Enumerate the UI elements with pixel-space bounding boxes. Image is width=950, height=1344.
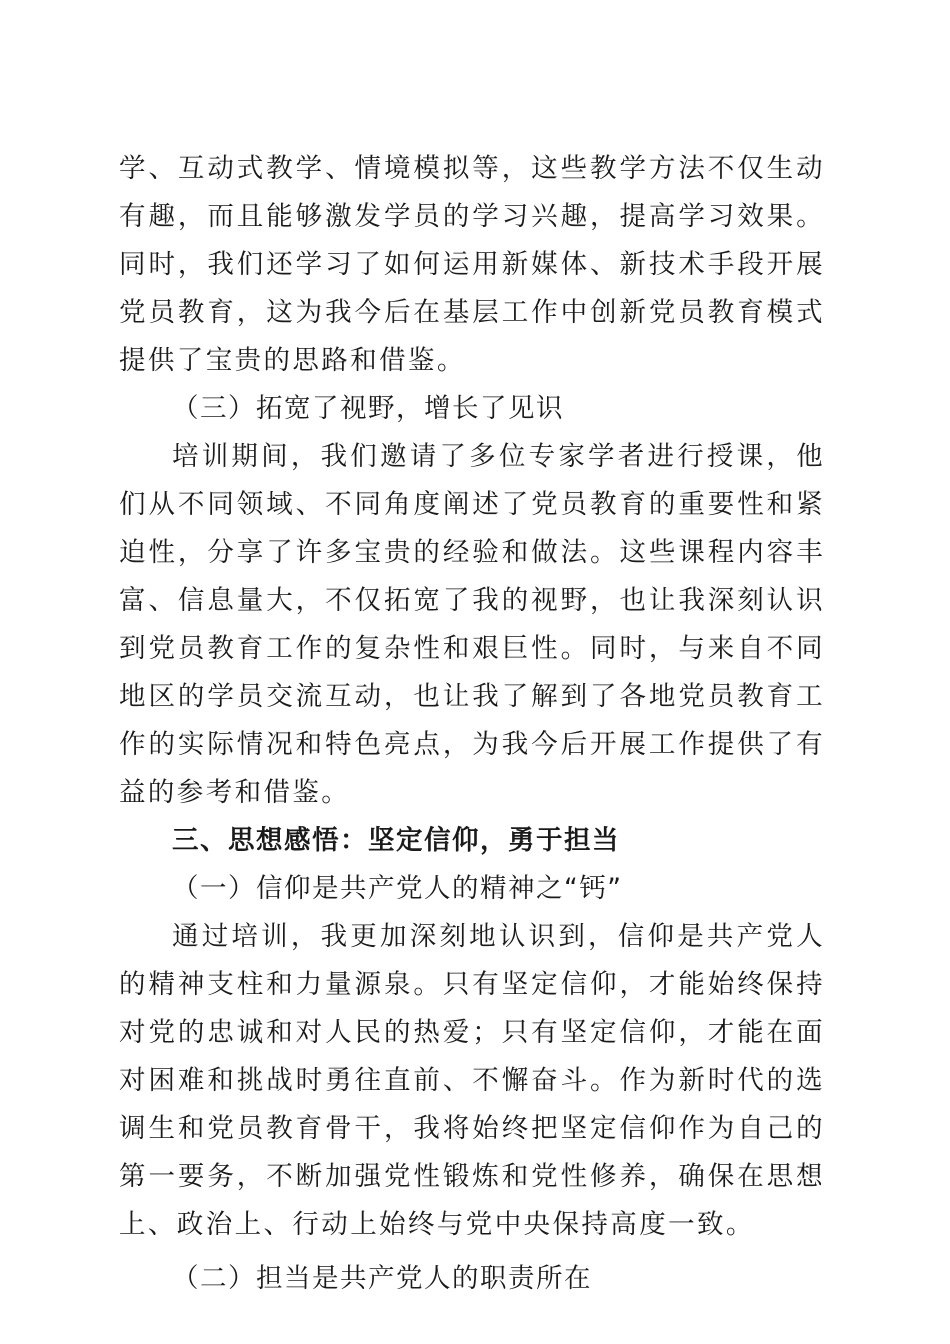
- paragraph-faith: 通过培训，我更加深刻地认识到，信仰是共产党人的精神支柱和力量源泉。只有坚定信仰，才能始终保持对党的忠诚和对人民的热爱；只有坚定信仰，才能在面对困难和挑战时勇往直前、不懈奋斗。作为新时代的选调生和党员教育骨干，我将始终把坚定信仰作为自己的第一要务，不断加强党性锻炼和党性修养，确保在思想上、政治上、行动上始终与党中央保持高度一致。: [119, 921, 825, 1240]
- section-heading-reflections: 三、思想感悟：坚定信仰，勇于担当: [172, 825, 620, 856]
- subheading-responsibility: （二）担当是共产党人的职责所在: [172, 1263, 592, 1294]
- subheading-faith: （一）信仰是共产党人的精神之“钙”: [172, 873, 623, 904]
- document-body: [119, 145, 825, 1303]
- paragraph-broaden-vision: 培训期间，我们邀请了多位专家学者进行授课，他们从不同领域、不同角度阐述了党员教育的重要性和紧迫性，分享了许多宝贵的经验和做法。这些课程内容丰富、信息量大，不仅拓宽了我的视野，也让我深刻认识到党员教育工作的复杂性和艰巨性。同时，与来自不同地区的学员交流互动，也让我了解到了各地党员教育工作的实际情况和特色亮点，为我今后开展工作提供了有益的参考和借鉴。: [119, 441, 825, 808]
- subheading-broaden-vision: （三）拓宽了视野，增长了见识: [172, 393, 564, 424]
- paragraph-continued: 学、互动式教学、情境模拟等，这些教学方法不仅生动有趣，而且能够激发学员的学习兴趣，提高学习效果。同时，我们还学习了如何运用新媒体、新技术手段开展党员教育，这为我今后在基层工作中创新党员教育模式提供了宝贵的思路和借鉴。: [119, 153, 825, 376]
